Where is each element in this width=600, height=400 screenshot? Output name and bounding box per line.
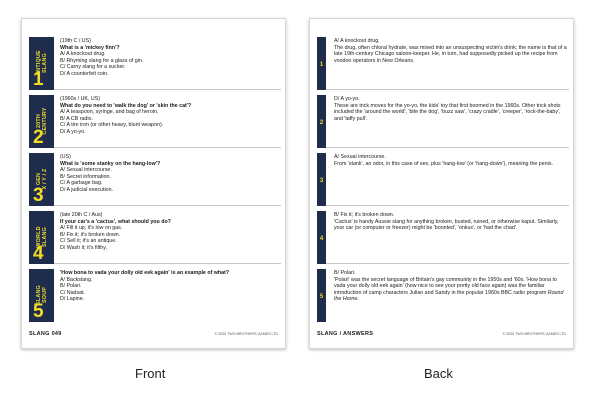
answer-text: A/ A knockout drug. <box>334 38 380 44</box>
question-row-5 <box>29 269 281 322</box>
option-a: A/ Backslang. <box>60 276 93 283</box>
category-line-1: WORLD <box>36 226 42 248</box>
answer-row-2 <box>317 95 569 148</box>
question-number: 1 <box>33 69 44 90</box>
question-tag: (US) <box>60 154 71 160</box>
question-text: If your car's a 'cactus', what should you do? <box>60 218 171 225</box>
category-line-1: 20TH <box>36 114 42 128</box>
option-d: D/ A counterfeit coin. <box>60 70 109 77</box>
answer-number: 1 <box>319 62 324 68</box>
answer-bar <box>317 211 326 264</box>
category-tab <box>29 95 54 148</box>
answer-row-1 <box>317 37 569 90</box>
question-text: 'How bona to vada your dolly old eek again' is an example of what? <box>60 270 230 276</box>
answer-block <box>334 212 568 232</box>
category-line-1: SLANG <box>36 285 42 305</box>
question-tag: (19th C / US) <box>60 38 91 44</box>
question-block <box>60 38 280 78</box>
option-d: D/ A judicial execution. <box>60 186 113 193</box>
front-card <box>21 18 286 349</box>
answer-block <box>334 154 568 167</box>
program-title: Round the Horne. <box>334 289 564 303</box>
option-c: C/ A tire iron (or other heavy, blunt weapon). <box>60 122 164 129</box>
question-row-1 <box>29 37 281 90</box>
option-c: C/ A garbage bag. <box>60 180 103 187</box>
category-tab <box>29 211 54 264</box>
question-block <box>60 270 280 303</box>
option-b: B/ Polari. <box>60 283 82 290</box>
answer-number: 4 <box>319 236 324 242</box>
option-b: B/ Rhyming slang for a glass of gin. <box>60 57 144 64</box>
category-line-2: SLANG <box>42 53 48 73</box>
question-block <box>60 212 280 252</box>
option-b: B/ A CB radio. <box>60 115 93 122</box>
question-text: What is a 'mickey finn'? <box>60 44 120 51</box>
question-block <box>60 154 280 194</box>
category-line-2: SLANG <box>42 227 48 247</box>
answer-row-5 <box>317 269 569 322</box>
category-line-1: ANTIQUE <box>36 50 42 76</box>
question-text: What is 'some stanky on the hang-low'? <box>60 160 161 167</box>
question-number: 3 <box>33 185 44 206</box>
card-footer <box>29 331 278 339</box>
question-tag: (late 20th C / Aus) <box>60 212 103 218</box>
option-c: C/ Carny slang for a sucker. <box>60 64 126 71</box>
question-row-2 <box>29 95 281 148</box>
category-tab <box>29 37 54 90</box>
category-line-1: GEN <box>36 172 42 186</box>
category-line-2: X / Y / Z <box>42 168 48 190</box>
category-tab <box>29 153 54 206</box>
answer-explanation: 'Cactus' is handy Aussie slang for anything broken, busted, ruined, or otherwise kaput. Similarly, your car (or computer or freezer) might be 'boonted', 'onkus', or 'had the chad'. <box>334 218 559 232</box>
question-number: 5 <box>33 301 44 322</box>
answer-block <box>334 96 568 122</box>
option-a: A/ A knockout drug. <box>60 51 106 58</box>
answer-bar <box>317 95 326 148</box>
card-id: SLANG / ANSWERS <box>317 331 374 337</box>
answer-explanation-body: 'Polari' was the secret language of Britain's gay community in the 1950s and '60s. 'How bona to vada your dolly old eek again' (how nice to see your pretty old face again) was the familiar introduction of camp characters Julian and Sandy in the popular 1960s BBC radio program <box>334 276 557 296</box>
answer-block <box>334 270 568 303</box>
option-b: B/ Secret information. <box>60 173 111 180</box>
option-d: D/ Wash it; it's filthy. <box>60 244 107 251</box>
option-d: D/ Lapine. <box>60 296 85 303</box>
answer-text: A/ Sexual intercourse. <box>334 154 386 160</box>
card-footer <box>317 331 566 339</box>
answer-text: B/ Fix it; it's broken down. <box>334 212 395 218</box>
answer-bar <box>317 37 326 90</box>
option-b: B/ Fix it; it's broken down. <box>60 231 121 238</box>
answer-number: 5 <box>319 294 324 300</box>
answer-number: 2 <box>319 120 324 126</box>
question-tag: (1960s / UK, US) <box>60 96 101 102</box>
front-caption: Front <box>135 366 166 381</box>
answer-bar <box>317 269 326 322</box>
answer-row-4 <box>317 211 569 264</box>
category-tab <box>29 269 54 322</box>
answer-explanation: The drug, often chloral hydrate, was mixed into an unsuspecting victim's drink; the name is that of a late 19th-century Chicago saloon-keeper. He, in turn, had supposedly picked up the recipe from voodoo operators in New Orleans. <box>334 44 567 64</box>
answer-explanation: From 'stank', an odor, in this case of sex, plus 'hang-low' (or 'hang-down'), meaning the penis. <box>334 160 553 167</box>
answer-text: B/ Polari. <box>334 270 356 276</box>
option-a: A/ Sexual intercourse. <box>60 167 112 174</box>
question-row-4 <box>29 211 281 264</box>
answer-block <box>334 38 568 64</box>
answer-explanation <box>334 277 568 303</box>
question-row-3 <box>29 153 281 206</box>
category-line-2: CENTURY <box>42 107 48 135</box>
option-a: A/ A teaspoon, syringe, and bag of heroin. <box>60 109 159 116</box>
copyright: © 2025 TWO BROTHERS GAMES LTD <box>214 332 278 336</box>
card-id: SLANG 049 <box>29 331 62 337</box>
answer-text: D/ A yo-yo. <box>334 96 360 102</box>
question-text: What do you need to 'walk the dog' or 'skin the cat'? <box>60 102 192 109</box>
answer-number: 3 <box>319 178 324 184</box>
category-line-2: SOUP <box>42 286 48 304</box>
answer-explanation: These are trick moves for the yo-yo, the kids' toy that first boomed in the 1960s. Other trick shots included the 'around the world', 'bite the dog', 'buzz saw', 'crazy cradle', 'creeper', 'rock-the-baby', and 'taffy pull'. <box>334 102 561 122</box>
answer-bar <box>317 153 326 206</box>
option-c: C/ Sell it; it's an antique. <box>60 238 117 245</box>
option-a: A/ Fill it up; it's low on gas. <box>60 225 123 232</box>
question-block <box>60 96 280 136</box>
option-c: C/ Nadsat. <box>60 289 86 296</box>
back-card <box>309 18 574 349</box>
back-caption: Back <box>424 366 453 381</box>
answer-row-3 <box>317 153 569 206</box>
option-d: D/ A yo-yo. <box>60 128 86 135</box>
question-number: 4 <box>33 243 44 264</box>
question-number: 2 <box>33 127 44 148</box>
copyright: © 2025 TWO BROTHERS GAMES LTD <box>502 332 566 336</box>
